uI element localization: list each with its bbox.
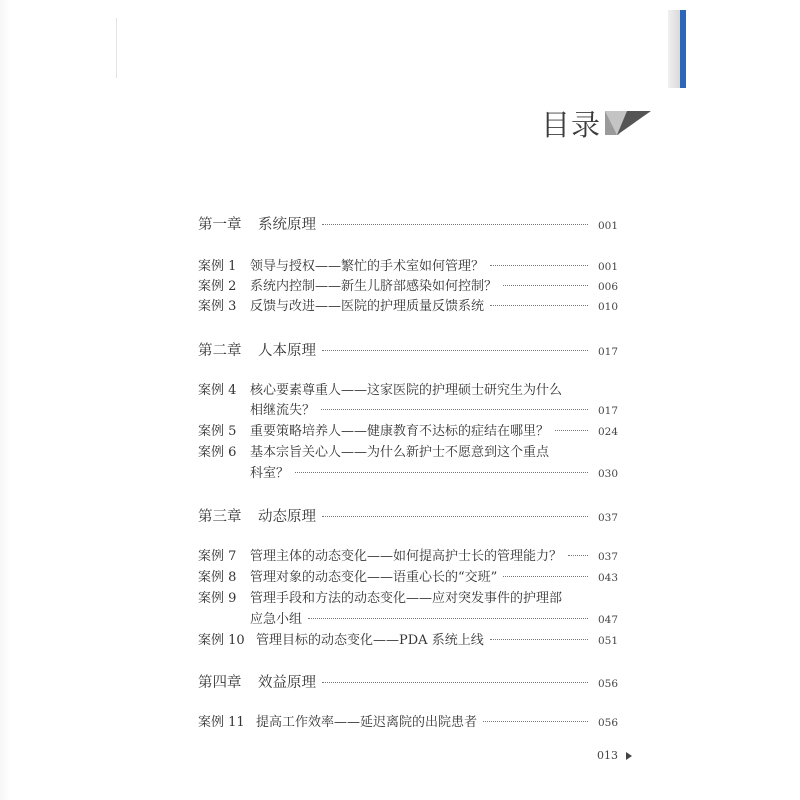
chapter-title: 动态原理 — [258, 509, 316, 525]
case-label: 案例 2 — [198, 279, 237, 294]
dot-leader — [483, 721, 588, 722]
page-number: 056 — [597, 717, 618, 729]
dot-leader — [308, 618, 588, 619]
page-title-text: 目录 — [541, 107, 602, 142]
toc-case-6[interactable] — [198, 442, 618, 464]
page-number: 010 — [597, 301, 618, 313]
dot-leader — [295, 472, 588, 473]
toc-chapter-3[interactable] — [198, 506, 618, 528]
case-label: 案例 11 — [198, 715, 245, 730]
page-number: 030 — [597, 468, 618, 480]
case-title-line-2: 科室？ — [250, 466, 290, 481]
case-label: 案例 10 — [198, 633, 245, 648]
case-label: 案例 9 — [198, 591, 237, 606]
case-label: 案例 8 — [198, 570, 237, 585]
case-label: 案例 5 — [198, 424, 237, 439]
toc-case-2[interactable] — [198, 276, 618, 298]
case-label: 案例 4 — [198, 383, 237, 398]
page-number: 024 — [597, 426, 618, 438]
case-title-line-1: 管理手段和方法的动态变化——应对突发事件的护理部 — [250, 591, 563, 606]
dot-leader — [321, 409, 588, 410]
page-number: 017 — [597, 405, 618, 417]
dot-leader — [503, 576, 588, 577]
toc-case-9[interactable] — [198, 588, 618, 610]
page-number: 047 — [597, 614, 618, 626]
page-number: 001 — [597, 261, 618, 273]
case-title: 管理目标的动态变化——PDA 系统上线 — [256, 633, 484, 648]
dot-leader — [503, 285, 588, 286]
case-label: 案例 3 — [198, 299, 237, 314]
toc-case-3[interactable] — [198, 296, 618, 318]
page-number: 037 — [597, 512, 618, 524]
page-number: 037 — [597, 551, 618, 563]
page-number: 056 — [597, 678, 618, 690]
book-spine-shadow — [668, 10, 680, 88]
toc-case-9-continuation[interactable] — [198, 609, 618, 631]
case-title: 反馈与改进——医院的护理质量反馈系统 — [250, 299, 485, 314]
case-title: 重要策略培养人——健康教育不达标的症结在哪里？ — [250, 424, 550, 439]
footer-page-number: 013 — [597, 749, 618, 762]
page-number: 006 — [597, 281, 618, 293]
toc-chapter-1[interactable] — [198, 214, 618, 236]
case-title-line-1: 核心要素尊重人——这家医院的护理硕士研究生为什么 — [250, 383, 563, 398]
toc-case-6-continuation[interactable] — [198, 463, 618, 485]
toc-case-8[interactable] — [198, 567, 618, 589]
case-title: 提高工作效率——延迟离院的出院患者 — [256, 715, 478, 730]
chapter-title: 人本原理 — [258, 343, 316, 359]
case-title-line-1: 基本宗旨关心人——为什么新护士不愿意到这个重点 — [250, 445, 550, 460]
page-number: 043 — [597, 572, 618, 584]
dot-leader — [490, 639, 588, 640]
page-number: 001 — [597, 220, 618, 232]
book-spine-bar — [680, 10, 686, 88]
dot-leader — [322, 350, 588, 351]
toc-case-10[interactable] — [198, 630, 618, 652]
dot-leader — [490, 305, 588, 306]
toc-chapter-2[interactable] — [198, 340, 618, 362]
case-label: 案例 1 — [198, 259, 237, 274]
chapter-label: 第二章 — [198, 343, 242, 359]
dot-leader — [568, 555, 588, 556]
dot-leader — [322, 516, 588, 517]
toc-case-5[interactable] — [198, 421, 618, 443]
page-number: 051 — [597, 635, 618, 647]
case-title: 系统内控制——新生儿脐部感染如何控制？ — [250, 279, 498, 294]
toc-case-4-continuation[interactable] — [198, 400, 618, 422]
case-title: 领导与授权——繁忙的手术室如何管理？ — [250, 259, 485, 274]
case-title: 管理对象的动态变化——语重心长的“交班” — [250, 570, 498, 585]
toc-chapter-4[interactable] — [198, 672, 618, 694]
dot-leader — [555, 430, 588, 431]
chapter-label: 第三章 — [198, 509, 242, 525]
page-number: 017 — [597, 346, 618, 358]
page-footer — [597, 749, 632, 762]
chapter-label: 第一章 — [198, 217, 242, 233]
dot-leader — [322, 682, 588, 683]
chapter-title: 系统原理 — [258, 217, 316, 233]
play-arrow-icon — [626, 752, 632, 760]
case-title-line-2: 相继流失？ — [250, 403, 316, 418]
chapter-label: 第四章 — [198, 675, 242, 691]
toc-case-4[interactable] — [198, 380, 618, 402]
dot-leader — [490, 265, 588, 266]
page-title — [541, 105, 651, 141]
toc-case-1[interactable] — [198, 256, 618, 278]
case-label: 案例 7 — [198, 549, 237, 564]
toc-case-11[interactable] — [198, 712, 618, 734]
toc-case-7[interactable] — [198, 546, 618, 568]
dot-leader — [322, 224, 588, 225]
case-title-line-2: 应急小组 — [250, 612, 303, 627]
page-crop-mark — [116, 18, 117, 78]
case-title: 管理主体的动态变化——如何提高护士长的管理能力？ — [250, 549, 563, 564]
case-label: 案例 6 — [198, 445, 237, 460]
title-emblem-icon — [605, 109, 651, 137]
chapter-title: 效益原理 — [258, 675, 316, 691]
